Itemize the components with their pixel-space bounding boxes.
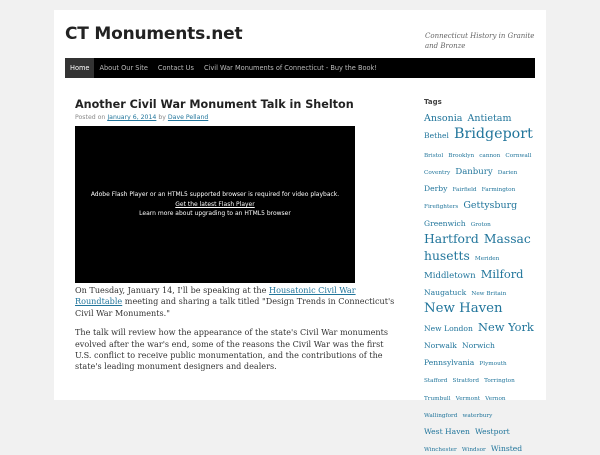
tag-link[interactable]: Norwich [462, 340, 495, 350]
post-title[interactable]: Another Civil War Monument Talk in Shelton [75, 98, 354, 111]
site-title[interactable]: CT Monuments.net [65, 24, 243, 44]
post-paragraph-2: The talk will review how the appearance of the state's Civil War monuments evolved after the war's end, some of the reasons the Civil War was the first U.S. conflict to receive public monumentation, and the contributions of the state's leading monument designers and dealers. [75, 327, 389, 372]
flash-player-link[interactable]: Get the latest Flash Player [175, 200, 255, 208]
paragraph-text: On Tuesday, January 14, I'll be speaking at the [75, 285, 270, 295]
tag-link[interactable]: Farmington [481, 187, 516, 194]
tag-link[interactable]: Winsted [490, 444, 523, 454]
tag-link[interactable]: cannon [479, 152, 501, 159]
tag-link[interactable]: Trumbull [424, 395, 451, 402]
nav-item-about[interactable]: About Our Site [99, 64, 148, 72]
roundtable-link[interactable]: Housatonic Civil War Roundtable [75, 285, 356, 307]
video-player[interactable] [75, 126, 355, 283]
tag-link[interactable]: Norwalk [424, 340, 457, 350]
tag-link[interactable]: Westport [474, 427, 510, 437]
post-paragraph-1 [75, 285, 395, 319]
author-link[interactable]: Dave Pelland [167, 114, 209, 121]
tag-link[interactable]: Massachusetts [424, 231, 531, 264]
meta-by: by [158, 114, 166, 121]
tag-link[interactable]: Naugatuck [424, 287, 467, 297]
tag-link[interactable]: Danbury [455, 166, 493, 177]
tag-link[interactable]: Plymouth [479, 361, 507, 368]
tag-link[interactable]: Wallingford [424, 412, 458, 419]
tag-link[interactable]: Torrington [484, 378, 515, 385]
nav-item-contact[interactable]: Contact Us [157, 64, 194, 72]
tag-cloud [424, 107, 534, 455]
tag-link[interactable]: New Haven [424, 301, 503, 317]
tag-link[interactable]: New Britain [471, 290, 507, 297]
tag-link[interactable]: Windsor [461, 447, 486, 454]
site-description: Connecticut History in Granite and Bronze [425, 32, 535, 50]
main-content [75, 98, 400, 373]
tag-link[interactable]: Brooklyn [448, 152, 475, 159]
tag-link[interactable]: Stafford [424, 378, 448, 385]
nav-item-buy-book[interactable]: Civil War Monuments of Connecticut - Buy the Book! [203, 64, 378, 72]
tag-link[interactable]: waterbury [462, 412, 493, 419]
tag-link[interactable]: Stratford [452, 378, 479, 385]
post-date-link[interactable]: January 6, 2014 [107, 114, 157, 121]
tag-link[interactable]: Bridgeport [454, 126, 533, 143]
tag-link[interactable]: Middletown [424, 270, 476, 281]
tag-link[interactable]: Cornwall [505, 152, 532, 159]
page [54, 10, 546, 454]
paragraph-text: meeting and sharing a talk titled "Design Trends in Connecticut's Civil War Monuments." [75, 296, 395, 318]
tag-link[interactable]: Greenwich [424, 218, 466, 228]
tag-link[interactable]: Bethel [424, 131, 449, 141]
meta-prefix: Posted on [75, 114, 106, 121]
tag-link[interactable]: Gettysburg [463, 200, 518, 212]
tag-link[interactable]: Vernon [485, 395, 506, 402]
tag-link[interactable]: Vermont [455, 395, 481, 402]
main-nav [65, 58, 535, 78]
tag-link[interactable]: Firefighters [424, 204, 459, 211]
tag-link[interactable]: Hartford [424, 231, 479, 246]
sidebar [424, 98, 534, 455]
tag-link[interactable]: New London [424, 323, 473, 333]
tag-link[interactable]: New York [477, 319, 534, 334]
post-meta [75, 114, 400, 121]
tag-link[interactable]: Fairfield [452, 187, 477, 194]
tag-link[interactable]: Winchester [424, 447, 457, 454]
tag-link[interactable]: Derby [424, 184, 448, 194]
video-message: Adobe Flash Player or an HTML5 supported browser is required for video playback. [90, 191, 340, 199]
tag-link[interactable]: Groton [470, 221, 491, 228]
tag-link[interactable]: Pennsylvania [424, 358, 475, 368]
tag-link[interactable]: Ansonia [424, 113, 463, 124]
tag-link[interactable]: Darien [497, 169, 518, 176]
tags-heading: Tags [424, 98, 442, 106]
tag-link[interactable]: Meriden [474, 256, 500, 263]
nav-item-home[interactable]: Home [65, 58, 94, 78]
tag-link[interactable]: Bristol [424, 152, 444, 159]
tag-link[interactable]: Antietam [467, 113, 512, 124]
tag-link[interactable]: Milford [480, 266, 524, 281]
tag-link[interactable]: Coventry [424, 169, 451, 176]
html5-browser-link[interactable]: Learn more about upgrading to an HTML5 browser [139, 210, 291, 218]
tag-link[interactable]: West Haven [424, 427, 470, 437]
